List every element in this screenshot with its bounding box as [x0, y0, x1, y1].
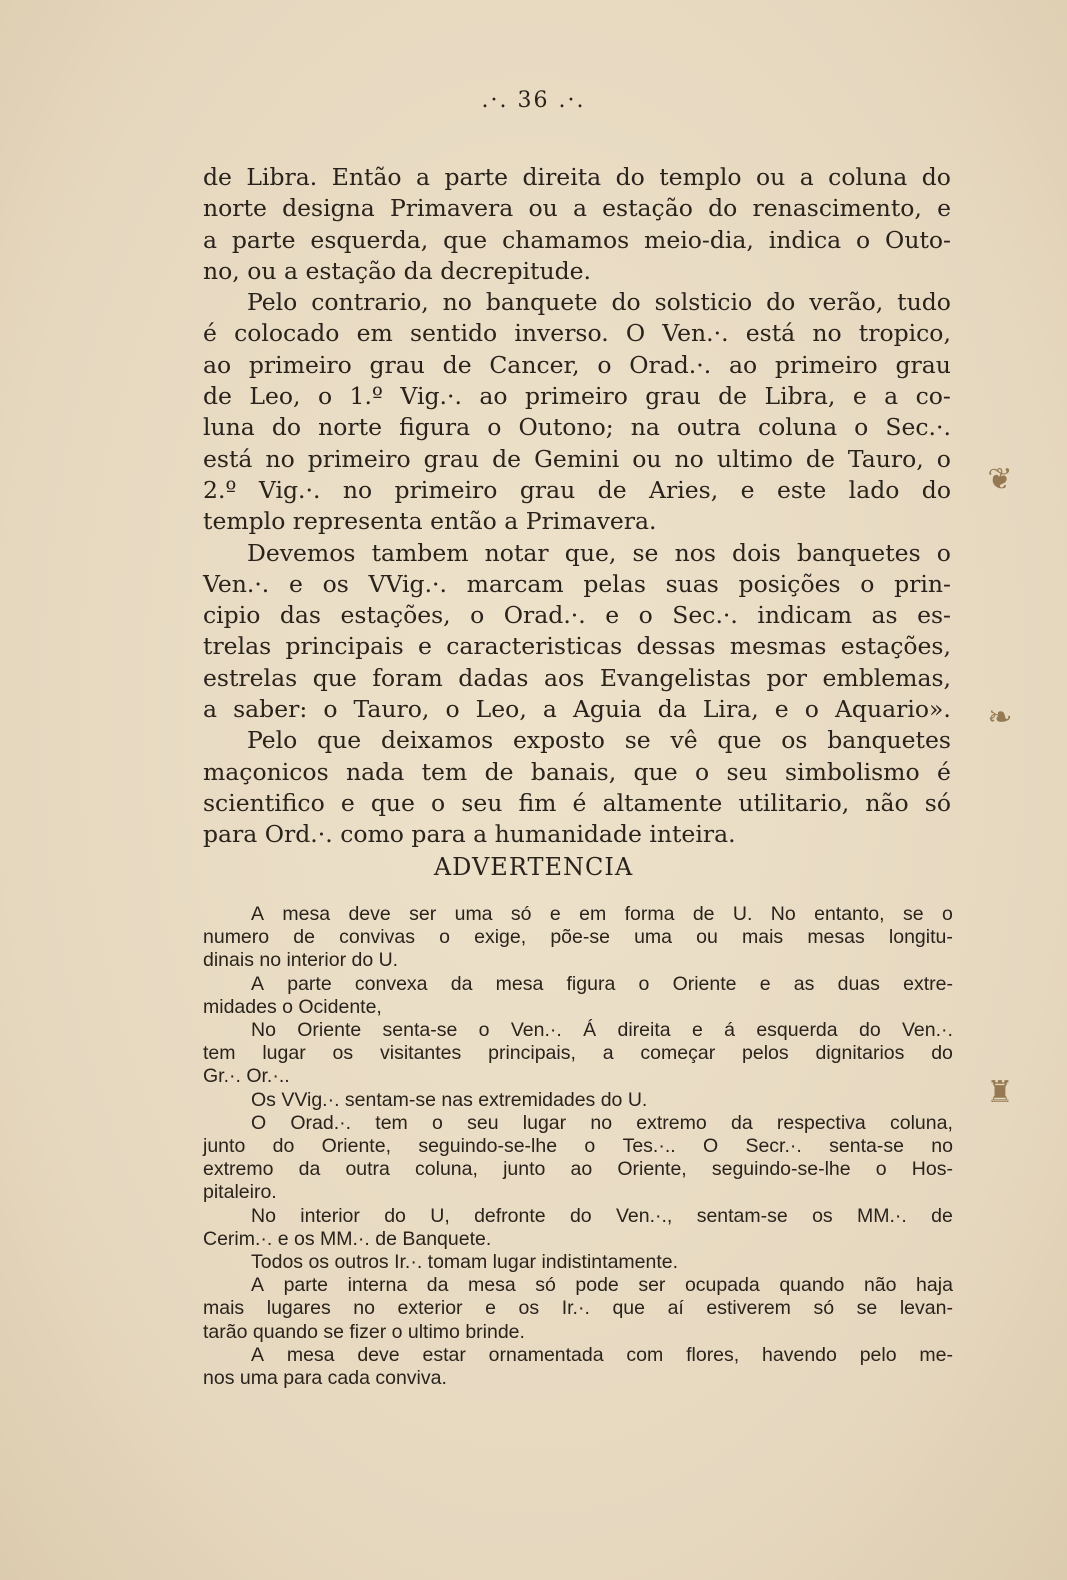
text-line: maçonicos nada tem de banais, que o seu simbolismo é [203, 757, 951, 786]
text-line: de Leo, o 1.º Vig.·. ao primeiro grau de Libra, e a co- [203, 382, 951, 411]
text-line: No Oriente senta-se o Ven.·. Á direita e á esquerda do Ven.·. [251, 1019, 953, 1042]
text-line: O Orad.·. tem o seu lugar no extremo da respectiva coluna, [251, 1111, 953, 1134]
text-line: mais lugares no exterior e os Ir.·. que aí estiverem só se levan- [203, 1297, 953, 1320]
text-line: Gr.·. Or.·.. [203, 1065, 290, 1088]
text-line: cipio das estações, o Orad.·. e o Sec.·. indicam as es- [203, 601, 951, 630]
text-line: no, ou a estação da decrepitude. [203, 256, 592, 285]
text-line: Pelo que deixamos exposto se vê que os banquetes [247, 726, 951, 755]
text-line: Todos os outros Ir.·. tomam lugar indistintamente. [251, 1251, 679, 1274]
text-line: Devemos tambem notar que, se nos dois banquetes o [247, 538, 951, 567]
text-line: Pelo contrario, no banquete do solsticio do verão, tudo [247, 288, 951, 317]
text-line: ao primeiro grau de Cancer, o Orad.·. ao primeiro grau [203, 350, 951, 379]
margin-stain-icon: ❧ [987, 700, 1013, 735]
text-line: dinais no interior do U. [203, 949, 399, 972]
text-line: norte designa Primavera ou a estação do renascimento, e [203, 194, 951, 223]
text-line: Ven.·. e os VVig.·. marcam pelas suas posições o prin- [203, 569, 951, 598]
text-line: midades o Ocidente, [203, 995, 382, 1018]
text-line: tarão quando se fizer o ultimo brinde. [203, 1320, 525, 1343]
text-line: para Ord.·. como para a humanidade inteira. [203, 820, 736, 849]
text-line: A mesa deve estar ornamentada com flores, havendo pelo me- [251, 1343, 953, 1366]
text-line: trelas principais e caracteristicas dessas mesmas estações, [203, 632, 951, 661]
text-line: é colocado em sentido inverso. O Ven.·. está no tropico, [203, 319, 951, 348]
text-line: No interior do U, defronte do Ven.·., sentam-se os MM.·. de [251, 1204, 953, 1227]
text-line: scientifico e que o seu fim é altamente utilitario, não só [203, 788, 951, 817]
text-line: a saber: o Tauro, o Leo, a Aguia da Lira, e o Aquario». [203, 695, 951, 724]
text-line: Os VVig.·. sentam-se nas extremidades do U. [251, 1088, 648, 1111]
text-line: luna do norte figura o Outono; na outra coluna o Sec.·. [203, 413, 951, 442]
text-line: extremo da outra coluna, junto ao Oriente, seguindo-se-lhe o Hos- [203, 1158, 953, 1181]
advertencia-text [203, 903, 953, 1390]
text-line: 2.º Vig.·. no primeiro grau de Aries, e este lado do [203, 475, 951, 504]
text-line: tem lugar os visitantes principais, a começar pelos dignitarios do [203, 1042, 953, 1065]
text-line: a parte esquerda, que chamamos meio-dia, indica o Outo- [203, 225, 951, 254]
text-line: templo representa então a Primavera. [203, 507, 657, 536]
text-line: estrelas que foram dadas aos Evangelistas por emblemas, [203, 663, 951, 692]
text-line: junto do Oriente, seguindo-se-lhe o Tes.·.. O Secr.·. senta-se no [203, 1135, 953, 1158]
margin-stain-icon: ♜ [986, 1075, 1014, 1110]
text-line: pitaleiro. [203, 1181, 277, 1204]
section-title: ADVERTENCIA [433, 853, 634, 881]
text-line: nos uma para cada conviva. [203, 1367, 447, 1390]
text-line: de Libra. Então a parte direita do templo ou a coluna do [203, 163, 951, 191]
text-line: numero de convivas o exige, põe-se uma ou mais mesas longitu- [203, 926, 953, 949]
margin-stain-icon: ❦ [987, 462, 1013, 497]
text-line: A parte convexa da mesa figura o Oriente e as duas extre- [251, 972, 953, 995]
main-text [203, 162, 951, 851]
text-line: A parte interna da mesa só pode ser ocupada quando não haja [251, 1274, 953, 1297]
text-line: está no primeiro grau de Gemini ou no ultimo de Tauro, o [203, 444, 951, 473]
page-number: .·. 36 .·. [481, 88, 586, 113]
text-line: Cerim.·. e os MM.·. de Banquete. [203, 1227, 492, 1250]
text-line: A mesa deve ser uma só e em forma de U. No entanto, se o [251, 903, 953, 925]
